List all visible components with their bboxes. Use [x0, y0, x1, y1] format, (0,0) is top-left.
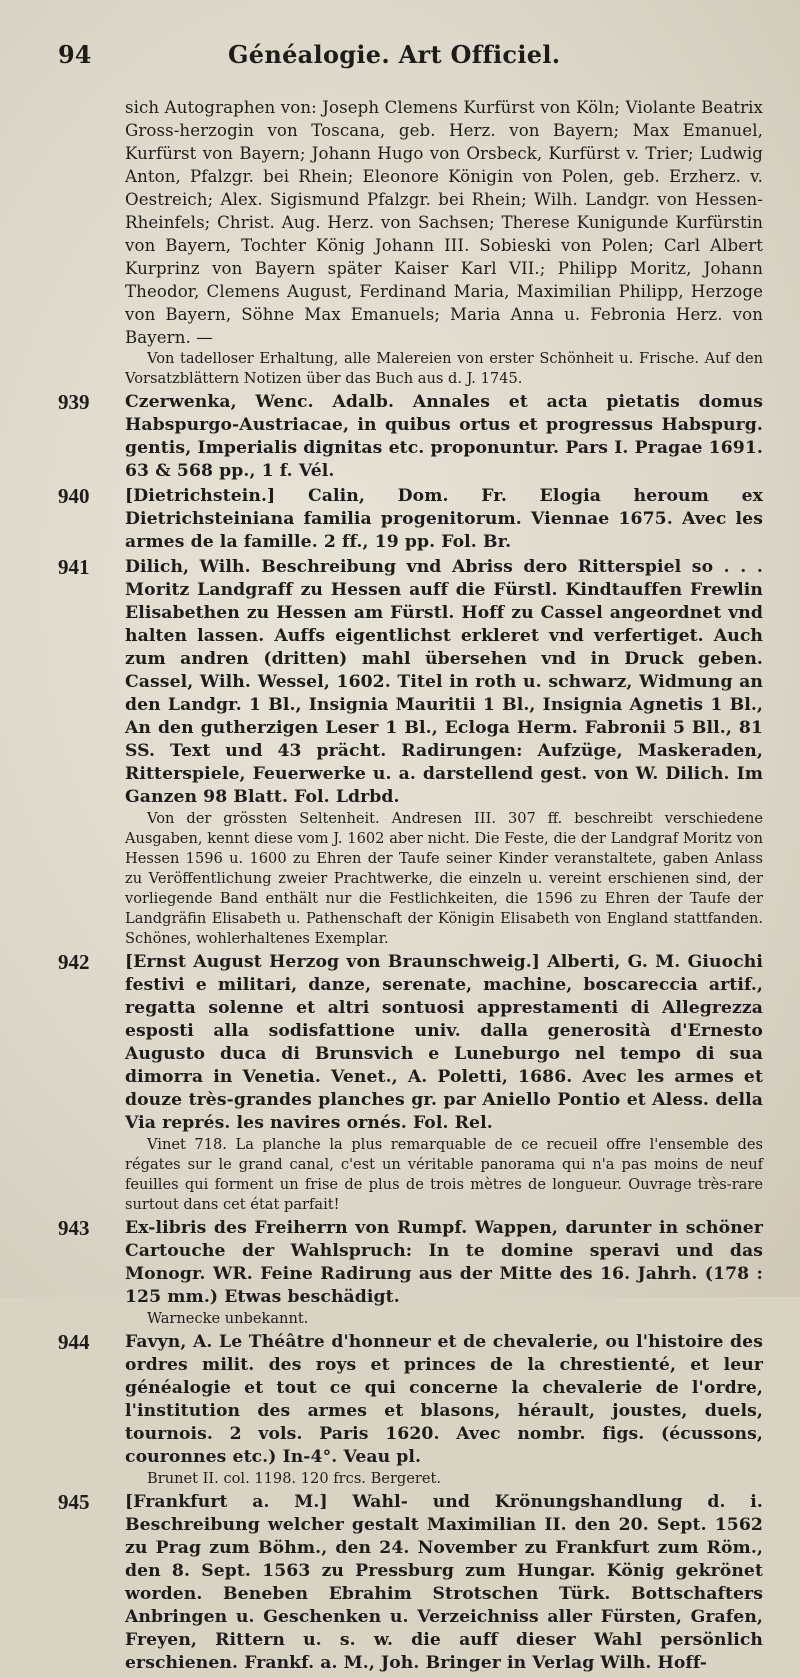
page-number: 94 [58, 40, 92, 69]
entry-text: [Dietrichstein.] Calin, Dom. Fr. Elogia heroum ex Dietrichsteiniana familia progenitorum. Viennae 1675. Avec les armes de la famille. 2 ff., 19 pp. Fol. Br. [125, 486, 763, 552]
entry-text: Ex-libris des Freiherrn von Rumpf. Wappen, darunter in schöner Cartouche der Wahlspruch: In te domine speravi und das Monogr. WR. Feine Radirung aus der Mitte des 16. Jahrh. (178 : 125 mm.) Etwas beschädigt. [125, 1218, 763, 1307]
catalog-entry-continued [58, 96, 763, 389]
entry-note: Vinet 718. La planche la plus remarquable de ce recueil offre l'ensemble des régates sur le grand canal, c'est un véritable panorama qui n'a pas moins de neuf feuilles qui forment un frise de plus de trois mètres de longueur. Ouvrage très-rare surtout dans cet état parfait! [125, 1136, 763, 1213]
entry-text: Favyn, A. Le Théâtre d'honneur et de chevalerie, ou l'histoire des ordres milit. des roys et princes de la chrestienté, et leur généalogie et tout ce qui concerne la chevalerie de l'ordre, l'institution des armes et blasons, hérault, joustes, duels, tournois. 2 vols. Paris 1620. Avec nombr. figs. (écussons, couronnes etc.) In-4°. Veau pl. [125, 1332, 763, 1467]
entry-text: Czerwenka, Wenc. Adalb. Annales et acta pietatis domus Habspurgo-Austriacae, in quibus ortus et progressus Habspurg. gentis, Imperialis dignitas etc. proponuntur. Pars I. Pragae 1691. 63 & 568 pp., 1 f. Vél. [125, 392, 763, 481]
catalog-entry-942 [58, 951, 763, 1215]
catalog-entry-943 [58, 1217, 763, 1329]
catalog-entries [58, 96, 763, 1677]
entry-text: [Ernst August Herzog von Braunschweig.] Alberti, G. M. Giuochi festivi e militari, danze, serenate, machine, boscareccia artif., regatta solenne et altri sontuosi apprestamenti di Allegrezza esposti alla sodisfattione univ. dalla generosità d'Ernesto Augusto duca di Brunsvich e Luneburgo nel tempo di sua dimorra in Venetia. Venet., A. Poletti, 1686. Avec les armes et douze très-grandes planches gr. par Aniello Pontio et Aless. della Via représ. les navires ornés. Fol. Rel. [125, 952, 763, 1133]
entry-text: [Frankfurt a. M.] Wahl- und Krönungshandlung d. i. Beschreibung welcher gestalt Maximilian II. den 20. Sept. 1562 zu Prag zum Böhm., den 24. November zu Frankfurt zum Röm., den 8. Sept. 1563 zu Pressburg zum Hungar. König gekrönet worden. Beneben Ebrahim Strotschen Türk. Bottschafters Anbringen u. Geschenken u. Verzeichniss aller Fürsten, Grafen, Freyen, Rittern u. s. w. die auff dieser Wahl persönlich erschienen. Frankf. a. M., Joh. Bringer in Verlag Wilh. Hoff- [125, 1492, 763, 1673]
entry-number: 939 [58, 390, 90, 414]
entry-note: Von tadelloser Erhaltung, alle Malereien von erster Schönheit u. Frische. Auf den Vorsatzblättern Notizen über das Buch aus d. J. 1745. [125, 350, 763, 387]
entry-number: 945 [58, 1490, 90, 1514]
catalog-entry-941 [58, 556, 763, 949]
catalog-entry-945 [58, 1491, 763, 1675]
entry-number: 943 [58, 1216, 90, 1240]
entry-number: 942 [58, 950, 90, 974]
entry-text: Dilich, Wilh. Beschreibung vnd Abriss dero Ritterspiel so . . . Moritz Landgraff zu Hessen auff die Fürstl. Kindtauffen Frewlin Elisabethen zu Hessen am Fürstl. Hoff zu Cassel angeordnet vnd halten lassen. Auffs eigentlichst erkleret vnd verfertiget. Auch zum andren (dritten) mahl übersehen vnd in Druck geben. Cassel, Wilh. Wessel, 1602. Titel in roth u. schwarz, Widmung an den Landgr. 1 Bl., Insignia Mauritii 1 Bl., Insignia Agnetis 1 Bl., An den gutherzigen Leser 1 Bl., Ecloga Herm. Fabronii 5 Bll., 81 SS. Text und 43 prächt. Radirungen: Aufzüge, Maskeraden, Ritterspiele, Feuerwerke u. a. darstellend gest. von W. Dilich. Im Ganzen 98 Blatt. Fol. Ldrbd. [125, 557, 763, 807]
entry-text: sich Autographen von: Joseph Clemens Kurfürst von Köln; Violante Beatrix Gross-herzogin von Toscana, geb. Herz. von Bayern; Max Emanuel, Kurfürst von Bayern; Johann Hugo von Orsbeck, Kurfürst v. Trier; Ludwig Anton, Pfalzgr. bei Rhein; Eleonore Königin von Polen, geb. Erzherz. v. Oestreich; Alex. Sigismund Pfalzgr. bei Rhein; Wilh. Landgr. von Hessen-Rheinfels; Christ. Aug. Herz. von Sachsen; Therese Kunigunde Kurfürstin von Bayern, Tochter König Johann III. Sobieski von Polen; Carl Albert Kurprinz von Bayern später Kaiser Karl VII.; Philipp Moritz, Johann Theodor, Clemens August, Ferdinand Maria, Maximilian Philipp, Herzoge von Bayern, Söhne Max Emanuels; Maria Anna u. Febronia Herz. von Bayern. — [125, 98, 763, 347]
catalog-entry-939 [58, 391, 763, 483]
entry-note: Brunet II. col. 1198. 120 frcs. Bergeret. [147, 1470, 442, 1487]
catalog-entry-944 [58, 1331, 763, 1489]
entry-note: Von der grössten Seltenheit. Andresen III. 307 ff. beschreibt verschiedene Ausgaben, kennt diese vom J. 1602 aber nicht. Die Feste, die der Landgraf Moritz von Hessen 1596 u. 1600 zu Ehren der Taufe seiner Kinder veranstaltete, gaben Anlass zu Veröffentlichung zweier Prachtwerke, die einzeln u. vereint erschienen sind, der vorliegende Band enthält nur die Festlichkeiten, die 1596 zu Ehren der Taufe der Landgräfin Elisabeth u. Pathenschaft der Königin Elisabeth von England stattfanden. Schönes, wohlerhaltenes Exemplar. [125, 810, 763, 947]
running-head: Généalogie. Art Officiel. [228, 40, 561, 69]
page-header [58, 40, 760, 76]
entry-number: 944 [58, 1330, 90, 1354]
catalog-entry-940 [58, 485, 763, 554]
entry-number: 940 [58, 484, 90, 508]
entry-note: Warnecke unbekannt. [147, 1310, 309, 1327]
entry-number: 941 [58, 555, 90, 579]
